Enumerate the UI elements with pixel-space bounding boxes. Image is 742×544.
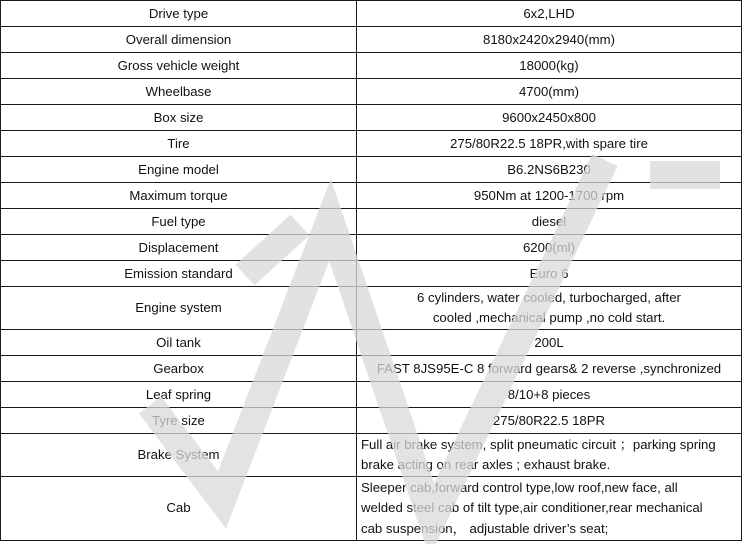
spec-value: Euro 6: [357, 261, 742, 287]
spec-row-gross-vehicle-weight: [1, 53, 742, 79]
spec-row-wheelbase: [1, 79, 742, 105]
spec-label: Leaf spring: [1, 382, 357, 408]
spec-row-oil-tank: [1, 330, 742, 356]
spec-value-line: Sleeper cab,forward control type,low roof,new face, all: [361, 479, 678, 495]
spec-row-brake-system: [1, 434, 742, 477]
spec-label: Tyre size: [1, 408, 357, 434]
spec-label: Overall dimension: [1, 27, 357, 53]
spec-value: 9600x2450x800: [357, 105, 742, 131]
spec-row-overall-dimension: [1, 27, 742, 53]
spec-value: 275/80R22.5 18PR,with spare tire: [357, 131, 742, 157]
spec-row-cab: [1, 477, 742, 541]
spec-row-engine-model: [1, 157, 742, 183]
spec-label: Tire: [1, 131, 357, 157]
spec-value: 8180x2420x2940(mm): [357, 27, 742, 53]
spec-row-gearbox: [1, 356, 742, 382]
spec-row-box-size: [1, 105, 742, 131]
spec-label: Gross vehicle weight: [1, 53, 357, 79]
spec-value: diesel: [357, 209, 742, 235]
spec-row-displacement: [1, 235, 742, 261]
spec-value: [357, 287, 742, 330]
spec-value-line: Full air brake system, split pneumatic circuit ；parking spring: [361, 436, 716, 452]
spec-label: Engine system: [1, 287, 357, 330]
spec-label: Brake System: [1, 434, 357, 477]
spec-row-tyre-size: [1, 408, 742, 434]
spec-label: Emission standard: [1, 261, 357, 287]
spec-value: 8/10+8 pieces: [357, 382, 742, 408]
spec-row-leaf-spring: [1, 382, 742, 408]
spec-label: Oil tank: [1, 330, 357, 356]
spec-value: 18000(kg): [357, 53, 742, 79]
spec-row-drive-type: [1, 1, 742, 27]
spec-value-line: 6 cylinders, water cooled, turbocharged, after: [417, 289, 681, 305]
spec-value: B6.2NS6B230: [357, 157, 742, 183]
spec-label: Fuel type: [1, 209, 357, 235]
spec-value: 275/80R22.5 18PR: [357, 408, 742, 434]
spec-label: Gearbox: [1, 356, 357, 382]
spec-label: Box size: [1, 105, 357, 131]
spec-value: 4700(mm): [357, 79, 742, 105]
spec-label: Cab: [1, 477, 357, 541]
spec-value: FAST 8JS95E-C 8 forward gears& 2 reverse ,synchronized: [357, 356, 742, 382]
spec-label: Engine model: [1, 157, 357, 183]
spec-label: Displacement: [1, 235, 357, 261]
spec-value: [357, 434, 742, 477]
spec-value-line: brake acting on rear axles ; exhaust brake.: [361, 457, 611, 472]
spec-label: Wheelbase: [1, 79, 357, 105]
spec-value-line: cab suspension， adjustable driver’s seat;: [361, 520, 609, 536]
spec-value: 6200(ml): [357, 235, 742, 261]
spec-row-engine-system: [1, 287, 742, 330]
spec-value-line: cooled ,mechanical pump ,no cold start.: [432, 310, 666, 325]
spec-row-emission-standard: [1, 261, 742, 287]
spec-value: 950Nm at 1200-1700 rpm: [357, 183, 742, 209]
spec-row-fuel-type: [1, 209, 742, 235]
spec-row-tire: [1, 131, 742, 157]
spec-value-line: welded steel cab of tilt type,air conditioner,rear mechanical: [361, 500, 703, 516]
spec-value: 200L: [357, 330, 742, 356]
spec-row-maximum-torque: [1, 183, 742, 209]
spec-label: Drive type: [1, 1, 357, 27]
spec-value: [357, 477, 742, 541]
spec-label: Maximum torque: [1, 183, 357, 209]
spec-value: 6x2,LHD: [357, 1, 742, 27]
